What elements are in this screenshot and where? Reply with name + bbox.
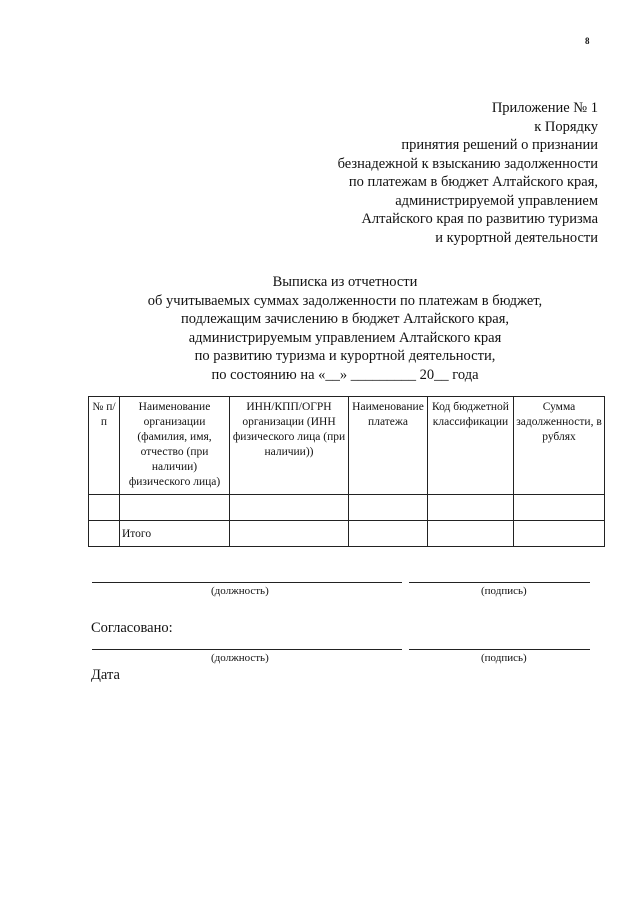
appendix-line: Приложение № 1	[491, 100, 598, 116]
table-cell	[230, 495, 349, 521]
date-label: Дата	[91, 667, 120, 683]
page-number: 8	[585, 36, 590, 46]
title-line: об учитываемых суммах задолженности по платежам в бюджет,	[147, 292, 543, 309]
appendix-line: принятия решений о признании	[401, 137, 598, 153]
position-caption: (должность)	[211, 652, 269, 664]
total-row	[89, 521, 605, 547]
appendix-line: Алтайского края по развитию туризма	[361, 211, 598, 227]
signature-line	[409, 582, 590, 583]
total-label: Итого	[120, 521, 230, 547]
appendix-line: безнадежной к взысканию задолженности	[337, 155, 598, 172]
table-cell	[349, 521, 428, 547]
appendix-block	[338, 99, 598, 247]
agreed-label: Согласовано:	[91, 620, 173, 636]
appendix-line: и курортной деятельности	[435, 229, 598, 246]
table-cell	[230, 521, 349, 547]
signature-caption: (подпись)	[481, 652, 527, 664]
signature-line	[409, 649, 590, 650]
position-signature-line	[92, 582, 402, 583]
document-title	[60, 273, 630, 384]
header-debt-amount: Сумма задолженности, в рублях	[514, 397, 605, 495]
table-cell	[514, 495, 605, 521]
header-budget-code: Код бюджетной классификации	[428, 397, 514, 495]
title-line: по развитию туризма и курортной деятельности,	[194, 348, 496, 364]
appendix-line: по платежам в бюджет Алтайского края,	[348, 174, 598, 190]
table-cell	[120, 495, 230, 521]
report-table	[88, 396, 605, 547]
table-cell	[428, 495, 514, 521]
header-inn-kpp-ogrn: ИНН/КПП/ОГРН организации (ИНН физического лица (при наличии))	[230, 397, 349, 495]
signature-caption: (подпись)	[481, 585, 527, 597]
table-row	[89, 495, 605, 521]
header-payment-name: Наименование платежа	[349, 397, 428, 495]
table-cell	[89, 521, 120, 547]
header-organization-name: Наименование организации (фамилия, имя, отчество (при наличии) физического лица)	[120, 397, 230, 495]
table-cell	[89, 495, 120, 521]
table-header-row	[89, 397, 605, 495]
title-line: подлежащим зачислению в бюджет Алтайского края,	[181, 311, 509, 327]
title-line: администрируемым управлением Алтайского края	[188, 329, 502, 346]
table-cell	[514, 521, 605, 547]
appendix-line: администрируемой управлением	[395, 192, 598, 209]
title-line: по состоянию на «__» _________ 20__ года	[211, 366, 479, 383]
table-cell	[428, 521, 514, 547]
header-number: № п/п	[89, 397, 120, 495]
table-cell	[349, 495, 428, 521]
position-caption: (должность)	[211, 585, 269, 597]
position-signature-line	[92, 649, 402, 650]
appendix-line: к Порядку	[534, 118, 598, 135]
title-line: Выписка из отчетности	[272, 274, 418, 290]
